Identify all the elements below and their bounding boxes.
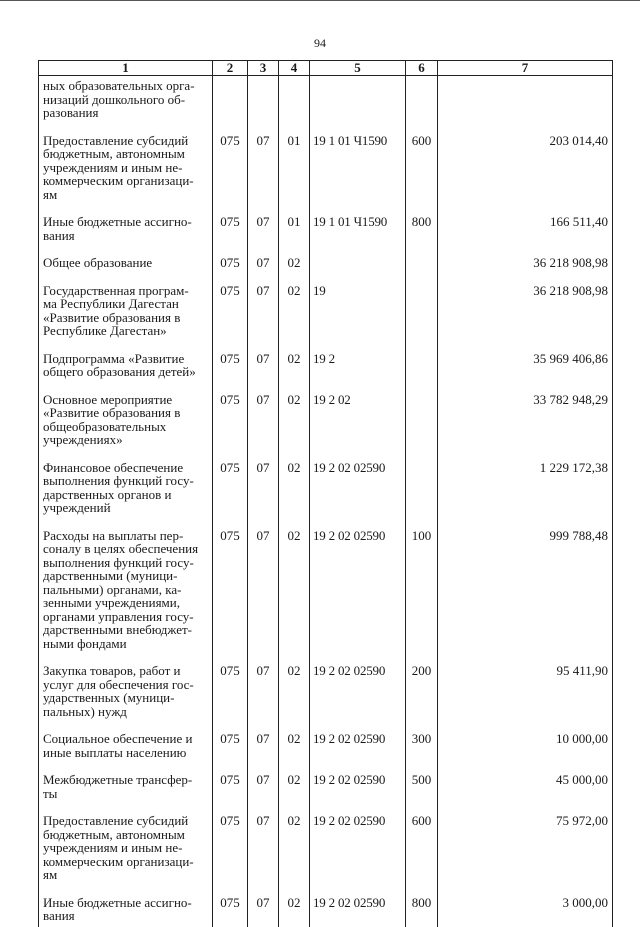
- item-name-cell: Основное мероприятие «Развитие образования в общеобразовательных учреждениях»: [39, 387, 213, 455]
- target-article-cell: 19 2: [310, 346, 406, 387]
- table-row: [39, 209, 613, 250]
- subsection-code-cell: 02: [279, 890, 310, 927]
- grbs-code-cell: 075: [213, 658, 248, 726]
- section-code-cell: 07: [248, 523, 279, 659]
- amount-cell: 166 511,40: [438, 209, 613, 250]
- subsection-code-cell: 02: [279, 387, 310, 455]
- table-row: [39, 278, 613, 346]
- target-article-cell: 19 2 02 02590: [310, 726, 406, 767]
- column-header: 5: [310, 61, 406, 76]
- section-code-cell: 07: [248, 209, 279, 250]
- item-name-cell: ных образовательных орга- низаций дошкольного об- разования: [39, 76, 213, 128]
- table-row: [39, 128, 613, 210]
- column-header: 7: [438, 61, 613, 76]
- expense-type-cell: [406, 346, 438, 387]
- amount-cell: [438, 76, 613, 128]
- target-article-cell: 19 2 02 02590: [310, 455, 406, 523]
- grbs-code-cell: 075: [213, 523, 248, 659]
- item-name-cell: Расходы на выплаты пер- соналу в целях обеспечения выполнения функций госу- дарственными (муници- пальными) органами, ка- зенными учреждениями, органами управления госу- дарственными внебюджет- ными фондами: [39, 523, 213, 659]
- subsection-code-cell: 02: [279, 726, 310, 767]
- table-row: [39, 76, 613, 128]
- section-code-cell: 07: [248, 767, 279, 808]
- subsection-code-cell: 01: [279, 128, 310, 210]
- expense-type-cell: [406, 250, 438, 278]
- subsection-code-cell: 02: [279, 523, 310, 659]
- expense-type-cell: 600: [406, 128, 438, 210]
- expense-type-cell: [406, 455, 438, 523]
- grbs-code-cell: 075: [213, 890, 248, 927]
- item-name-cell: Социальное обеспечение и иные выплаты населению: [39, 726, 213, 767]
- table-row: [39, 808, 613, 890]
- item-name-cell: Общее образование: [39, 250, 213, 278]
- expense-type-cell: 800: [406, 890, 438, 927]
- grbs-code-cell: 075: [213, 128, 248, 210]
- item-name-cell: Государственная програм- ма Республики Дагестан «Развитие образования в Республике Дагестан»: [39, 278, 213, 346]
- section-code-cell: [248, 76, 279, 128]
- amount-cell: 3 000,00: [438, 890, 613, 927]
- expense-type-cell: [406, 278, 438, 346]
- target-article-cell: 19 2 02 02590: [310, 767, 406, 808]
- subsection-code-cell: 02: [279, 808, 310, 890]
- table-body: [39, 76, 613, 927]
- section-code-cell: 07: [248, 808, 279, 890]
- subsection-code-cell: [279, 76, 310, 128]
- page-number: 94: [314, 36, 326, 50]
- section-code-cell: 07: [248, 250, 279, 278]
- section-code-cell: 07: [248, 726, 279, 767]
- subsection-code-cell: 02: [279, 767, 310, 808]
- item-name-cell: Иные бюджетные ассигно- вания: [39, 890, 213, 927]
- target-article-cell: 19 1 01 Ч1590: [310, 209, 406, 250]
- page-top-edge: [0, 0, 640, 1]
- target-article-cell: 19 2 02 02590: [310, 890, 406, 927]
- item-name-cell: Предоставление субсидий бюджетным, автономным учреждениям и иным не- коммерческим организаци- ям: [39, 808, 213, 890]
- column-header: 3: [248, 61, 279, 76]
- subsection-code-cell: 02: [279, 250, 310, 278]
- target-article-cell: 19 2 02: [310, 387, 406, 455]
- item-name-cell: Межбюджетные трансфер- ты: [39, 767, 213, 808]
- item-name-cell: Подпрограмма «Развитие общего образования детей»: [39, 346, 213, 387]
- amount-cell: 45 000,00: [438, 767, 613, 808]
- amount-cell: 203 014,40: [438, 128, 613, 210]
- expense-type-cell: 600: [406, 808, 438, 890]
- grbs-code-cell: 075: [213, 726, 248, 767]
- section-code-cell: 07: [248, 890, 279, 927]
- expense-type-cell: [406, 76, 438, 128]
- subsection-code-cell: 02: [279, 658, 310, 726]
- expense-type-cell: [406, 387, 438, 455]
- table-row: [39, 346, 613, 387]
- section-code-cell: 07: [248, 658, 279, 726]
- grbs-code-cell: 075: [213, 808, 248, 890]
- section-code-cell: 07: [248, 387, 279, 455]
- table-row: [39, 387, 613, 455]
- item-name-cell: Закупка товаров, работ и услуг для обеспечения гос- ударственных (муници- пальных) нужд: [39, 658, 213, 726]
- table-row: [39, 658, 613, 726]
- amount-cell: 35 969 406,86: [438, 346, 613, 387]
- grbs-code-cell: 075: [213, 455, 248, 523]
- grbs-code-cell: 075: [213, 767, 248, 808]
- target-article-cell: [310, 250, 406, 278]
- amount-cell: 75 972,00: [438, 808, 613, 890]
- item-name-cell: Финансовое обеспечение выполнения функций госу- дарственных органов и учреждений: [39, 455, 213, 523]
- grbs-code-cell: 075: [213, 387, 248, 455]
- target-article-cell: 19: [310, 278, 406, 346]
- grbs-code-cell: [213, 76, 248, 128]
- column-header: 1: [39, 61, 213, 76]
- expense-type-cell: 500: [406, 767, 438, 808]
- expense-type-cell: 300: [406, 726, 438, 767]
- amount-cell: 36 218 908,98: [438, 250, 613, 278]
- table-row: [39, 523, 613, 659]
- grbs-code-cell: 075: [213, 346, 248, 387]
- subsection-code-cell: 02: [279, 346, 310, 387]
- column-header: 6: [406, 61, 438, 76]
- target-article-cell: 19 2 02 02590: [310, 808, 406, 890]
- grbs-code-cell: 075: [213, 250, 248, 278]
- expense-type-cell: 200: [406, 658, 438, 726]
- item-name-cell: Предоставление субсидий бюджетным, автономным учреждениям и иным не- коммерческим организаци- ям: [39, 128, 213, 210]
- item-name-cell: Иные бюджетные ассигно- вания: [39, 209, 213, 250]
- subsection-code-cell: 01: [279, 209, 310, 250]
- column-header: 2: [213, 61, 248, 76]
- amount-cell: 10 000,00: [438, 726, 613, 767]
- section-code-cell: 07: [248, 278, 279, 346]
- column-header: 4: [279, 61, 310, 76]
- section-code-cell: 07: [248, 455, 279, 523]
- amount-cell: 1 229 172,38: [438, 455, 613, 523]
- table-row: [39, 250, 613, 278]
- header-row: [39, 61, 613, 76]
- grbs-code-cell: 075: [213, 278, 248, 346]
- section-code-cell: 07: [248, 128, 279, 210]
- table-row: [39, 767, 613, 808]
- amount-cell: 33 782 948,29: [438, 387, 613, 455]
- budget-table: [38, 60, 613, 927]
- target-article-cell: 19 2 02 02590: [310, 523, 406, 659]
- target-article-cell: 19 2 02 02590: [310, 658, 406, 726]
- amount-cell: 36 218 908,98: [438, 278, 613, 346]
- amount-cell: 999 788,48: [438, 523, 613, 659]
- target-article-cell: 19 1 01 Ч1590: [310, 128, 406, 210]
- target-article-cell: [310, 76, 406, 128]
- subsection-code-cell: 02: [279, 455, 310, 523]
- section-code-cell: 07: [248, 346, 279, 387]
- expense-type-cell: 800: [406, 209, 438, 250]
- table-row: [39, 455, 613, 523]
- amount-cell: 95 411,90: [438, 658, 613, 726]
- expense-type-cell: 100: [406, 523, 438, 659]
- table-row: [39, 890, 613, 927]
- subsection-code-cell: 02: [279, 278, 310, 346]
- table-row: [39, 726, 613, 767]
- grbs-code-cell: 075: [213, 209, 248, 250]
